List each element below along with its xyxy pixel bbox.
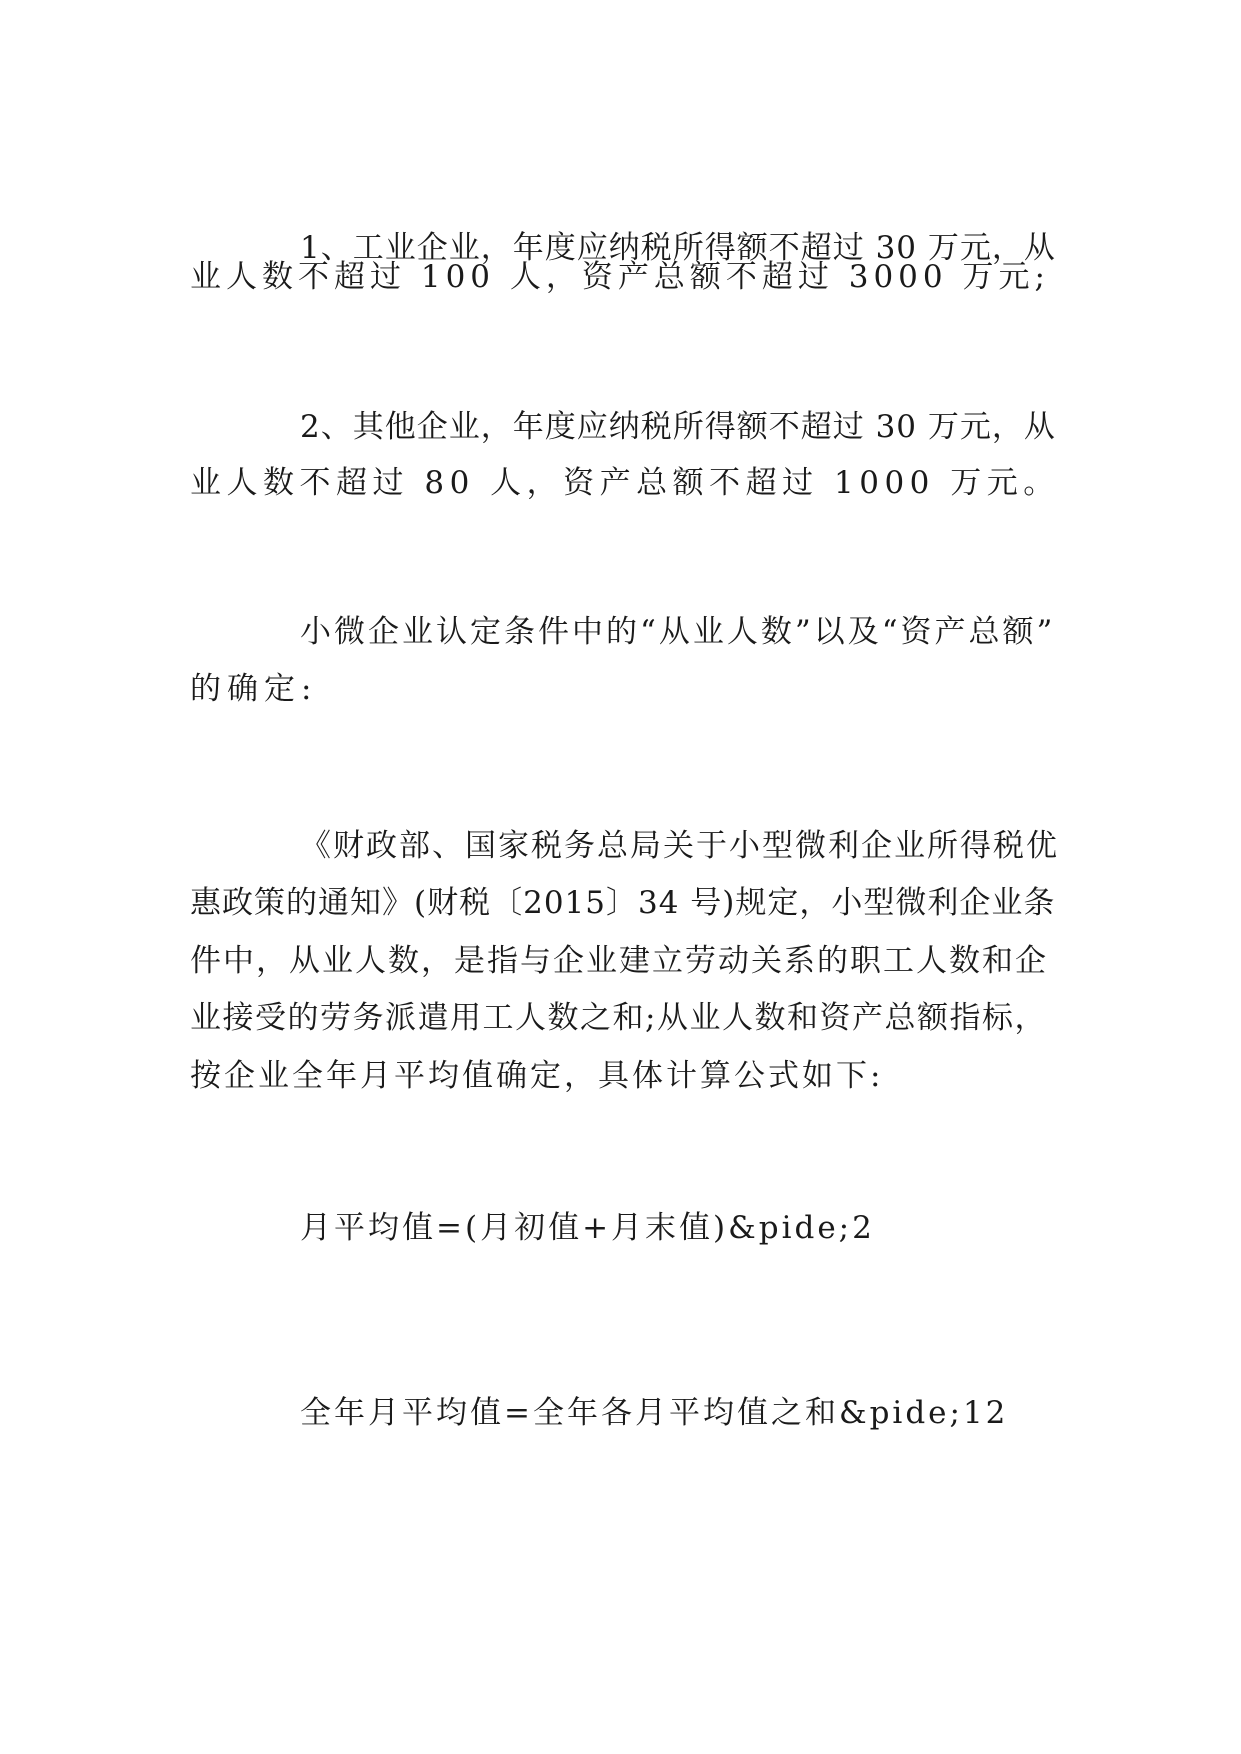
paragraph-4-line-3: 件中，从业人数，是指与企业建立劳动关系的职工人数和企 xyxy=(190,943,1048,979)
formula-annual-monthly-average: 全年月平均值=全年各月平均值之和&pide;12 xyxy=(300,1395,1009,1431)
formula-monthly-average: 月平均值=(月初值+月末值)&pide;2 xyxy=(300,1210,875,1246)
paragraph-4-line-4: 业接受的劳务派遣用工人数之和;从业人数和资产总额指标， xyxy=(190,1000,1047,1036)
paragraph-4-line-1: 《财政部、国家税务总局关于小型微利企业所得税优 xyxy=(300,828,1059,864)
paragraph-2-line-1: 2、其他企业，年度应纳税所得额不超过 30 万元，从 xyxy=(300,409,1056,445)
paragraph-2-line-2: 业人数不超过 80 人，资产总额不超过 1000 万元。 xyxy=(190,465,1060,501)
paragraph-3-line-2: 的确定: xyxy=(190,671,318,707)
paragraph-4-line-2: 惠政策的通知》(财税〔2015〕34 号)规定，小型微利企业条 xyxy=(190,885,1056,921)
paragraph-1-line-1: 1、工业企业，年度应纳税所得额不超过 30 万元，从 xyxy=(300,230,1056,266)
paragraph-4-line-5: 按企业全年月平均值确定，具体计算公式如下: xyxy=(190,1058,884,1094)
paragraph-3-line-1: 小微企业认定条件中的“从业人数”以及“资产总额” xyxy=(300,614,1056,650)
paragraph-1-line-2: 业人数不超过 100 人，资产总额不超过 3000 万元; xyxy=(190,259,1050,295)
